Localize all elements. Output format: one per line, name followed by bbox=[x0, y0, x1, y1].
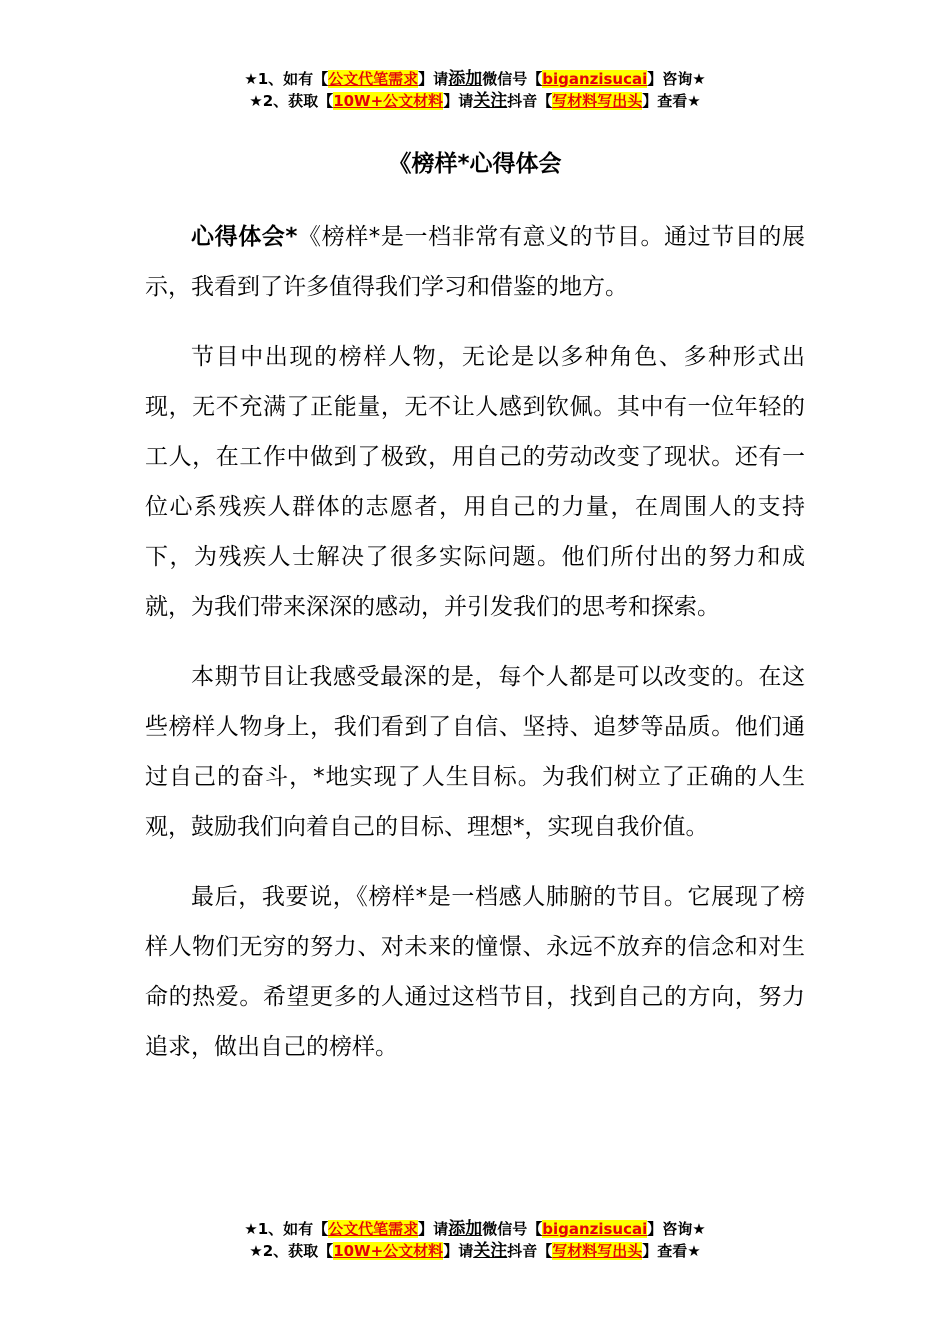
promo-text: 】请 bbox=[418, 70, 449, 88]
promo-text: 微信号【 bbox=[482, 1220, 543, 1238]
promo-text: 】请 bbox=[443, 92, 474, 110]
promo-line-1 bbox=[0, 68, 950, 90]
promo-text: 】请 bbox=[418, 1220, 449, 1238]
paragraph-text: 《榜样*是一档非常有意义的节目。通过节目的展示，我看到了许多值得我们学习和借鉴的地方。 bbox=[145, 224, 806, 300]
document-body bbox=[145, 212, 805, 1092]
promo-text: 】咨询★ bbox=[647, 1220, 706, 1238]
promo-line-1 bbox=[0, 1218, 950, 1240]
promo-text: 】咨询★ bbox=[647, 70, 706, 88]
promo-text: ★2、获取【 bbox=[249, 92, 334, 110]
footer-promo-banner bbox=[0, 1218, 950, 1262]
promo-line-2 bbox=[0, 1240, 950, 1262]
promo-highlight: 公文代笔需求 bbox=[328, 1220, 419, 1238]
promo-text: ★1、如有【 bbox=[244, 1220, 329, 1238]
paragraph bbox=[145, 212, 805, 312]
promo-highlight: 公文代笔需求 bbox=[328, 70, 419, 88]
promo-text: ★2、获取【 bbox=[249, 1242, 334, 1260]
promo-text: 抖音【 bbox=[507, 92, 553, 110]
promo-highlight: biganzisucai bbox=[542, 1220, 648, 1238]
promo-line-2 bbox=[0, 90, 950, 112]
promo-text: 微信号【 bbox=[482, 70, 543, 88]
promo-emphasis: 添加 bbox=[448, 1219, 483, 1239]
promo-text: 】查看★ bbox=[642, 1242, 701, 1260]
promo-highlight: 10W+公文材料 bbox=[333, 92, 444, 110]
promo-highlight: 写材料写出头 bbox=[552, 92, 643, 110]
promo-emphasis: 关注 bbox=[473, 1241, 508, 1261]
paragraph: 本期节目让我感受最深的是，每个人都是可以改变的。在这些榜样人物身上，我们看到了自信、坚持、追梦等品质。他们通过自己的奋斗，*地实现了人生目标。为我们树立了正确的人生观，鼓励我们向着自己的目标、理想*，实现自我价值。 bbox=[145, 664, 805, 840]
paragraph: 最后，我要说，《榜样*是一档感人肺腑的节目。它展现了榜样人物们无穷的努力、对未来的憧憬、永远不放弃的信念和对生命的热爱。希望更多的人通过这档节目，找到自己的方向，努力追求，做出自己的榜样。 bbox=[145, 884, 805, 1060]
promo-emphasis: 关注 bbox=[473, 91, 508, 111]
paragraph: 节目中出现的榜样人物，无论是以多种角色、多种形式出现，无不充满了正能量，无不让人感到钦佩。其中有一位年轻的工人，在工作中做到了极致，用自己的劳动改变了现状。还有一位心系残疾人群体的志愿者，用自己的力量，在周围人的支持下，为残疾人士解决了很多实际问题。他们所付出的努力和成就，为我们带来深深的感动，并引发我们的思考和探索。 bbox=[145, 344, 805, 620]
promo-text: ★1、如有【 bbox=[244, 70, 329, 88]
promo-text: 】查看★ bbox=[642, 92, 701, 110]
promo-text: 】请 bbox=[443, 1242, 474, 1260]
paragraph-lead: 心得体会* bbox=[191, 224, 298, 250]
header-promo-banner bbox=[0, 68, 950, 112]
promo-emphasis: 添加 bbox=[448, 69, 483, 89]
promo-highlight: 10W+公文材料 bbox=[333, 1242, 444, 1260]
promo-highlight: biganzisucai bbox=[542, 70, 648, 88]
promo-highlight: 写材料写出头 bbox=[552, 1242, 643, 1260]
document-title: 《榜样*心得体会 bbox=[388, 151, 562, 177]
promo-text: 抖音【 bbox=[507, 1242, 553, 1260]
